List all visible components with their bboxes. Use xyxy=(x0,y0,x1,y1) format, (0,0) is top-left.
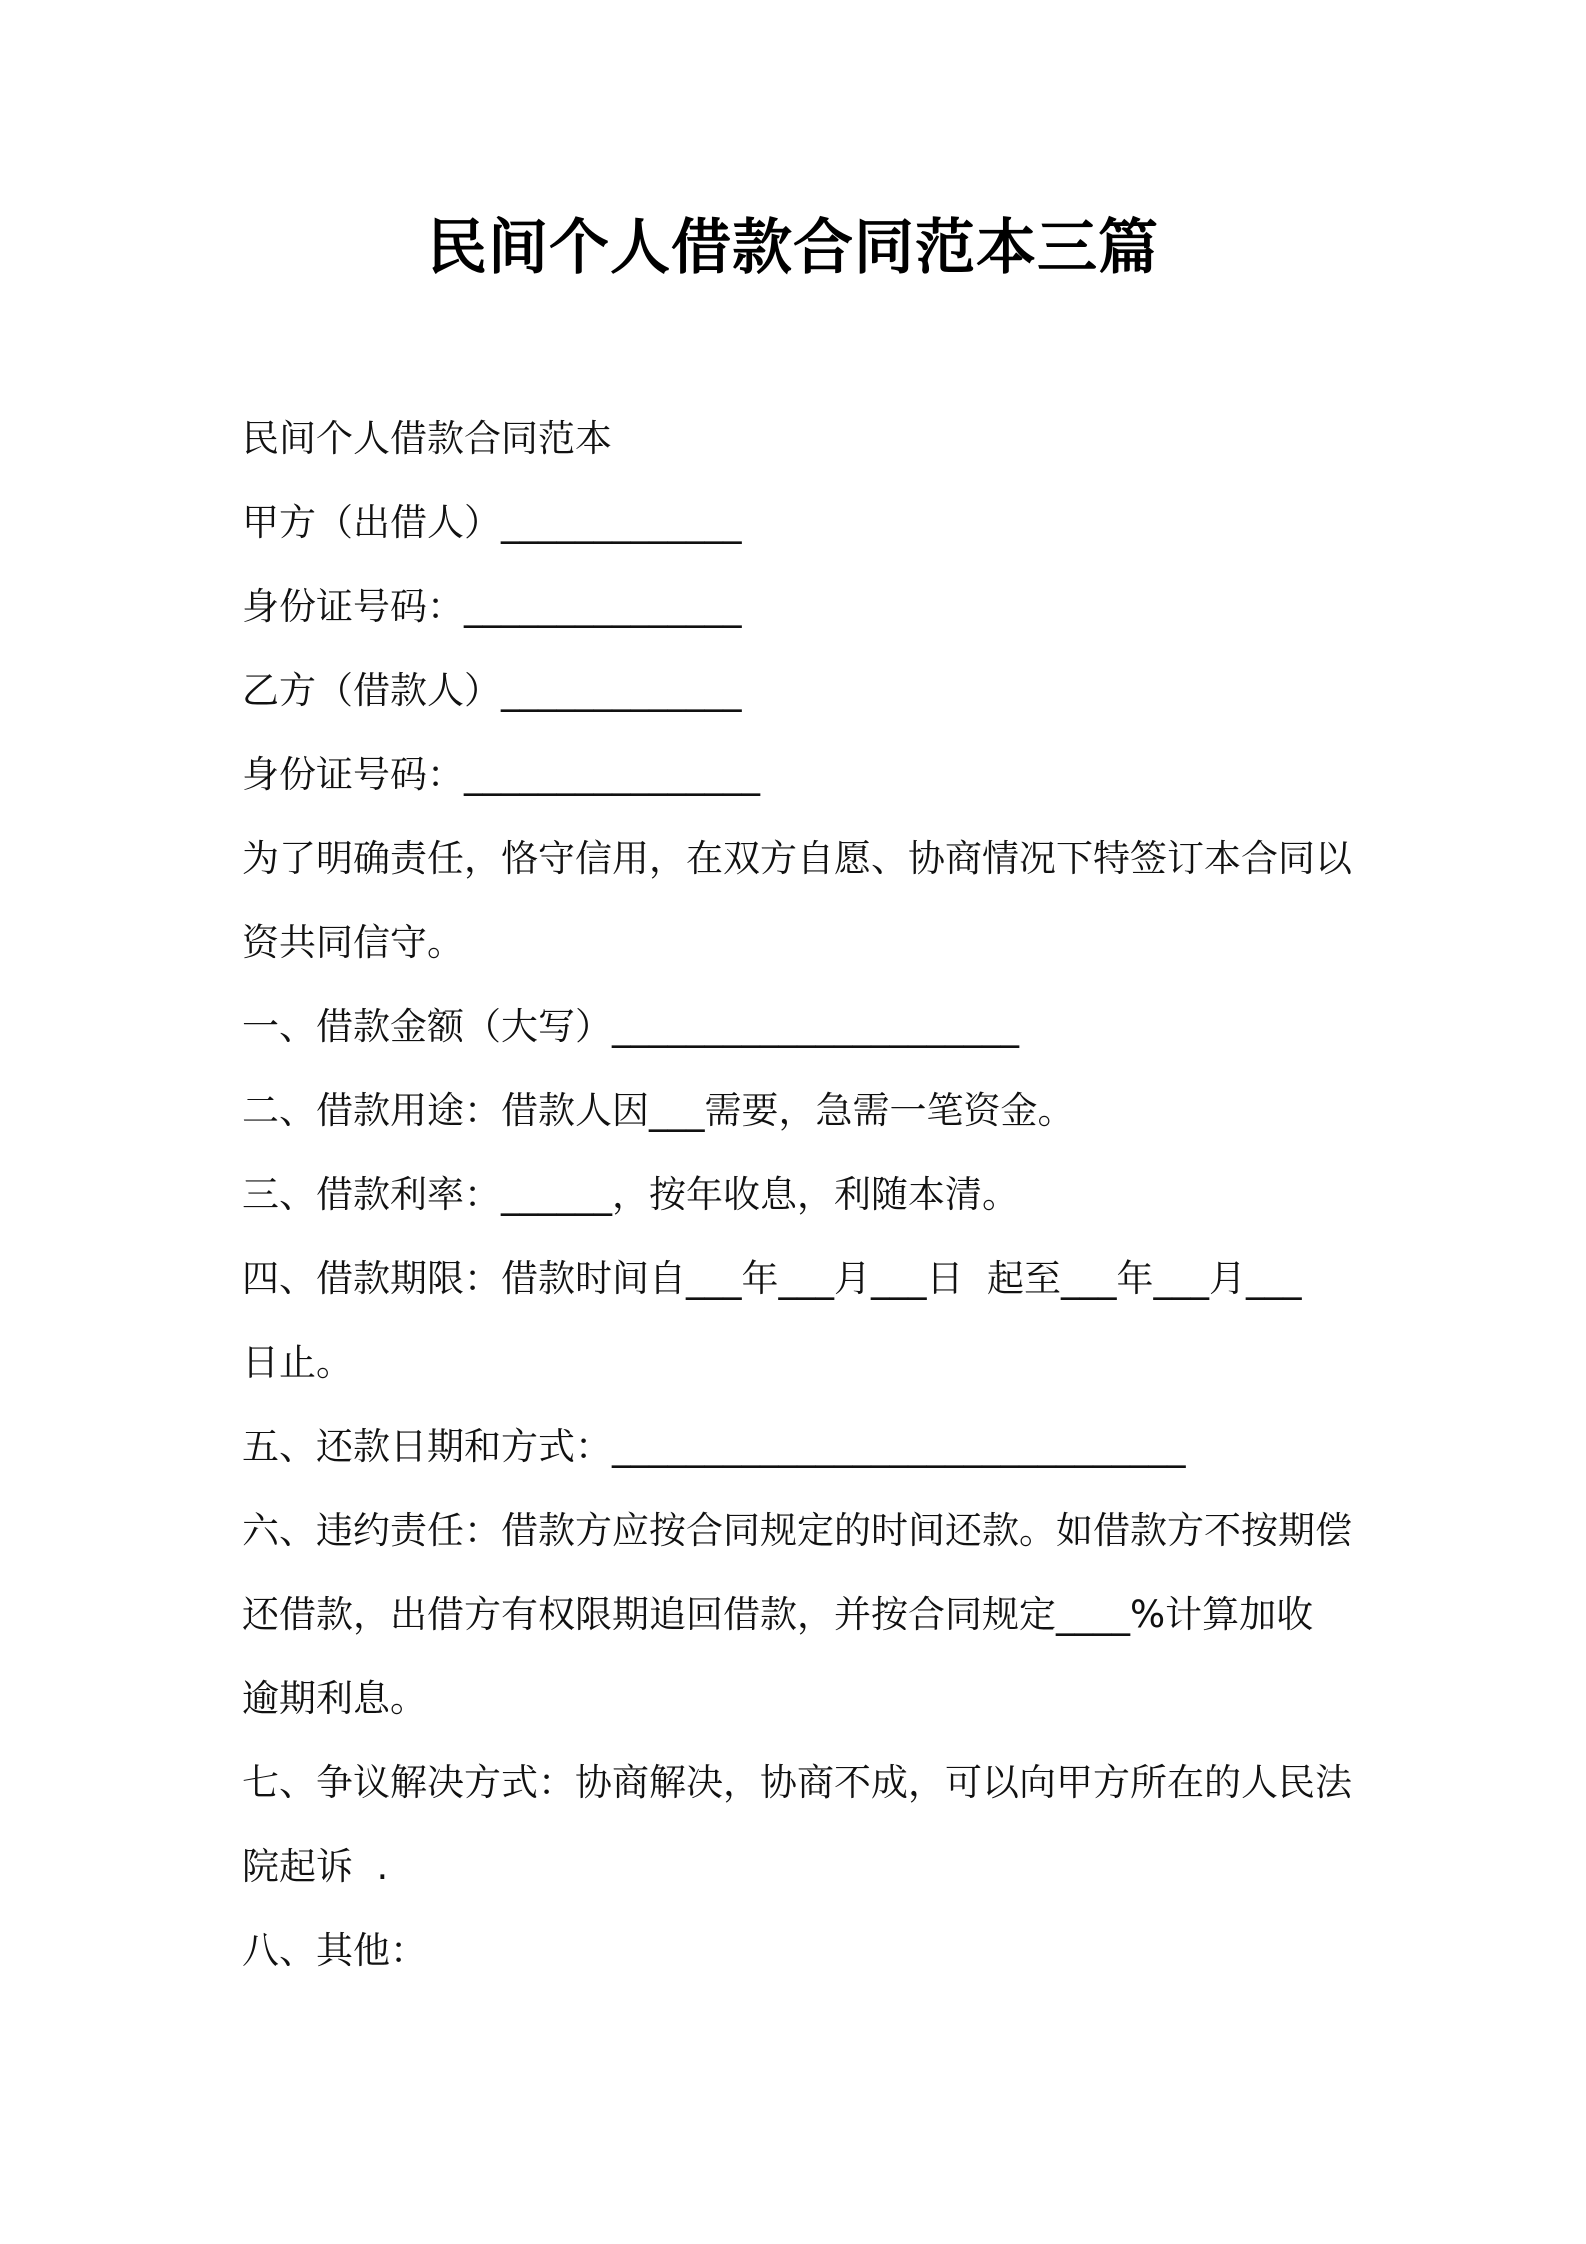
clause-6-liability-line-3: 逾期利息。 xyxy=(242,1677,427,1720)
subtitle-line: 民间个人借款合同范本 xyxy=(242,417,612,460)
party-a-id-line: 身份证号码：_______________ xyxy=(242,585,742,628)
clause-4-term-line-2: 日止。 xyxy=(242,1341,353,1384)
clause-4-term-line-1: 四、借款期限：借款时间自___年___月___日 起至___年___月___ xyxy=(242,1257,1302,1300)
document-body xyxy=(242,397,1358,1993)
document-title: 民间个人借款合同范本三篇 xyxy=(427,213,1159,283)
clause-8-other: 八、其他： xyxy=(242,1929,427,1972)
clause-6-liability-line-1: 六、违约责任：借款方应按合同规定的时间还款。如借款方不按期偿 xyxy=(242,1509,1352,1552)
clause-3-interest: 三、借款利率：______，按年收息，利随本清。 xyxy=(242,1173,1019,1216)
party-b-id-line: 身份证号码：________________ xyxy=(242,753,760,796)
clause-5-repayment: 五、还款日期和方式：_______________________________ xyxy=(242,1425,1186,1468)
party-a-lender-line: 甲方（出借人）_____________ xyxy=(242,501,742,544)
preamble-line-2: 资共同信守。 xyxy=(242,921,464,964)
clause-2-purpose: 二、借款用途：借款人因___需要，急需一笔资金。 xyxy=(242,1089,1075,1132)
clause-1-amount: 一、借款金额（大写）______________________ xyxy=(242,1005,1019,1048)
preamble-line-1: 为了明确责任，恪守信用，在双方自愿、协商情况下特签订本合同以 xyxy=(242,837,1352,880)
clause-7-dispute-line-1: 七、争议解决方式：协商解决，协商不成，可以向甲方所在的人民法 xyxy=(242,1761,1352,1804)
clause-6-liability-line-2: 还借款，出借方有权限期追回借款，并按合同规定____%计算加收 xyxy=(242,1593,1314,1636)
party-b-borrower-line: 乙方（借款人）_____________ xyxy=(242,669,742,712)
clause-7-dispute-line-2: 院起诉 . xyxy=(242,1845,389,1888)
